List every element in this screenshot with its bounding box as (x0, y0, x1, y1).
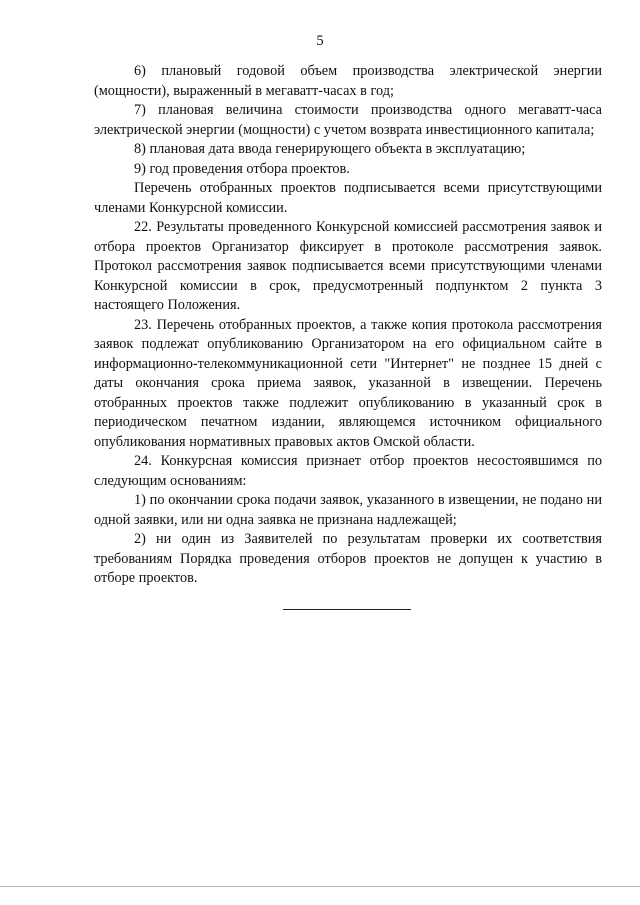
paragraph-23: 23. Перечень отобранных проектов, а также копия протокола рассмотрения заявок подлежат опубликованию Организатором на его официальном сайте в информационно-телекоммуникационной сети "Интернет" не позднее 15 дней с даты окончания срока приема заявок, указанной в извещении. Перечень отобранных проектов также подлежит опубликованию в указанный срок в периодическом печатном издании, являющемся источником официального опубликования нормативных правовых актов Омской области. (94, 316, 602, 450)
paragraph-22: 22. Результаты проведенного Конкурсной комиссией рассмотрения заявок и отбора проектов Организатор фиксирует в протоколе рассмотрения заявок. Протокол рассмотрения заявок подписывается всеми присутствующими членами Конкурсной комиссии в срок, предусмотренный подпунктом 2 пункта 3 настоящего Положения. (94, 219, 602, 313)
paragraph-signing: Перечень отобранных проектов подписывается всеми присутствующими членами Конкурсной комиссии. (94, 180, 602, 216)
paragraph-24-item-2: 2) ни один из Заявителей по результатам проверки их соответствия требованиям Порядка проведения отборов проектов не допущен к участию в отборе проектов. (94, 531, 602, 586)
paragraph-item-7: 7) плановая величина стоимости производства одного мегаватт-часа электрической энергии (мощности) с учетом возврата инвестиционного капитала; (94, 102, 602, 138)
scan-bottom-edge (0, 886, 640, 887)
document-body (94, 62, 602, 589)
paragraph-item-6: 6) плановый годовой объем производства электрической энергии (мощности), выраженный в мегаватт-часах в год; (94, 63, 602, 99)
paragraph-24: 24. Конкурсная комиссия признает отбор проектов несостоявшимся по следующим основаниям: (94, 453, 602, 489)
page-number: 5 (316, 33, 324, 49)
paragraph-24-item-1: 1) по окончании срока подачи заявок, указанного в извещении, не подано ни одной заявки, или ни одна заявка не признана надлежащей; (94, 492, 602, 528)
paragraph-item-8: 8) плановая дата ввода генерирующего объекта в эксплуатацию; (134, 141, 526, 157)
end-separator-line (283, 609, 411, 610)
paragraph-item-9: 9) год проведения отбора проектов. (134, 160, 350, 177)
